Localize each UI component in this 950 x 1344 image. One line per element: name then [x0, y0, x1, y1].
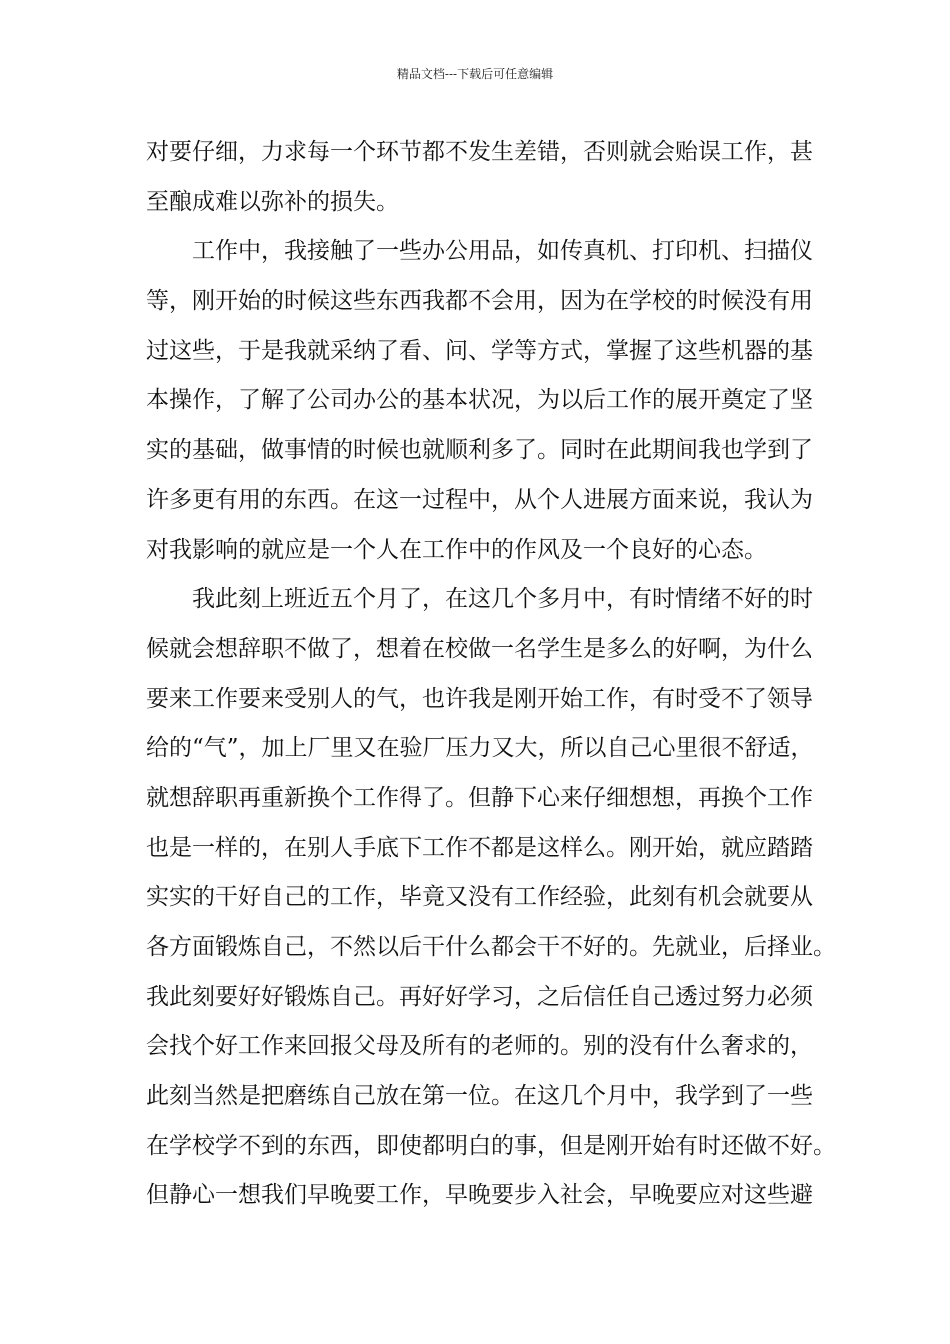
text-line: 给的“气”，加上厂里又在验厂压力又大，所以自己心里很不舒适， [146, 735, 814, 762]
document-body [146, 128, 836, 1221]
text-line: 会找个好工作来回报父母及所有的老师的。别的没有什么奢求的， [146, 1033, 813, 1060]
text-line: 也是一样的，在别人手底下工作不都是这样么。刚开始，就应踏踏 [146, 834, 813, 861]
text-line: 但静心一想我们早晚要工作，早晚要步入社会，早晚要应对这些避 [146, 1182, 813, 1209]
text-line: 对我影响的就应是一个人在工作中的作风及一个良好的心态。 [146, 536, 767, 563]
text-line: 过这些，于是我就采纳了看、问、学等方式，掌握了这些机器的基 [146, 337, 813, 364]
text-line: 要来工作要来受别人的气，也许我是刚开始工作，有时受不了领导 [146, 685, 813, 712]
text-line: 至酿成难以弥补的损失。 [146, 188, 399, 215]
text-line: 等，刚开始的时候这些东西我都不会用，因为在学校的时候没有用 [146, 288, 813, 315]
paragraph-start-line: 我此刻上班近五个月了，在这几个多月中，有时情绪不好的时 [192, 586, 813, 613]
text-line: 在学校学不到的东西，即使都明白的事，但是刚开始有时还做不好。 [146, 1132, 836, 1159]
text-line: 实实的干好自己的工作，毕竟又没有工作经验，此刻有机会就要从 [146, 884, 813, 911]
text-line: 我此刻要好好锻炼自己。再好好学习，之后信任自己透过努力必须 [146, 983, 813, 1010]
text-line: 就想辞职再重新换个工作得了。但静下心来仔细想想，再换个工作 [146, 784, 813, 811]
text-line: 各方面锻炼自己，不然以后干什么都会干不好的。先就业，后择业。 [146, 934, 836, 960]
text-line: 此刻当然是把磨练自己放在第一位。在这几个月中，我学到了一些 [146, 1083, 813, 1110]
text-line: 实的基础，做事情的时候也就顺利多了。同时在此期间我也学到了 [146, 437, 813, 464]
text-line: 候就会想辞职不做了，想着在校做一名学生是多么的好啊，为什么 [146, 635, 813, 662]
text-line: 对要仔细，力求每一个环节都不发生差错，否则就会贻误工作，甚 [146, 139, 813, 165]
paragraph-start-line: 工作中，我接触了一些办公用品，如传真机、打印机、扫描仪 [192, 238, 813, 265]
page-header: 精品文档---下载后可任意编辑 [396, 67, 554, 81]
text-line: 许多更有用的东西。在这一过程中，从个人进展方面来说，我认为 [146, 486, 813, 513]
text-line: 本操作，了解了公司办公的基本状况，为以后工作的展开奠定了坚 [146, 387, 813, 414]
